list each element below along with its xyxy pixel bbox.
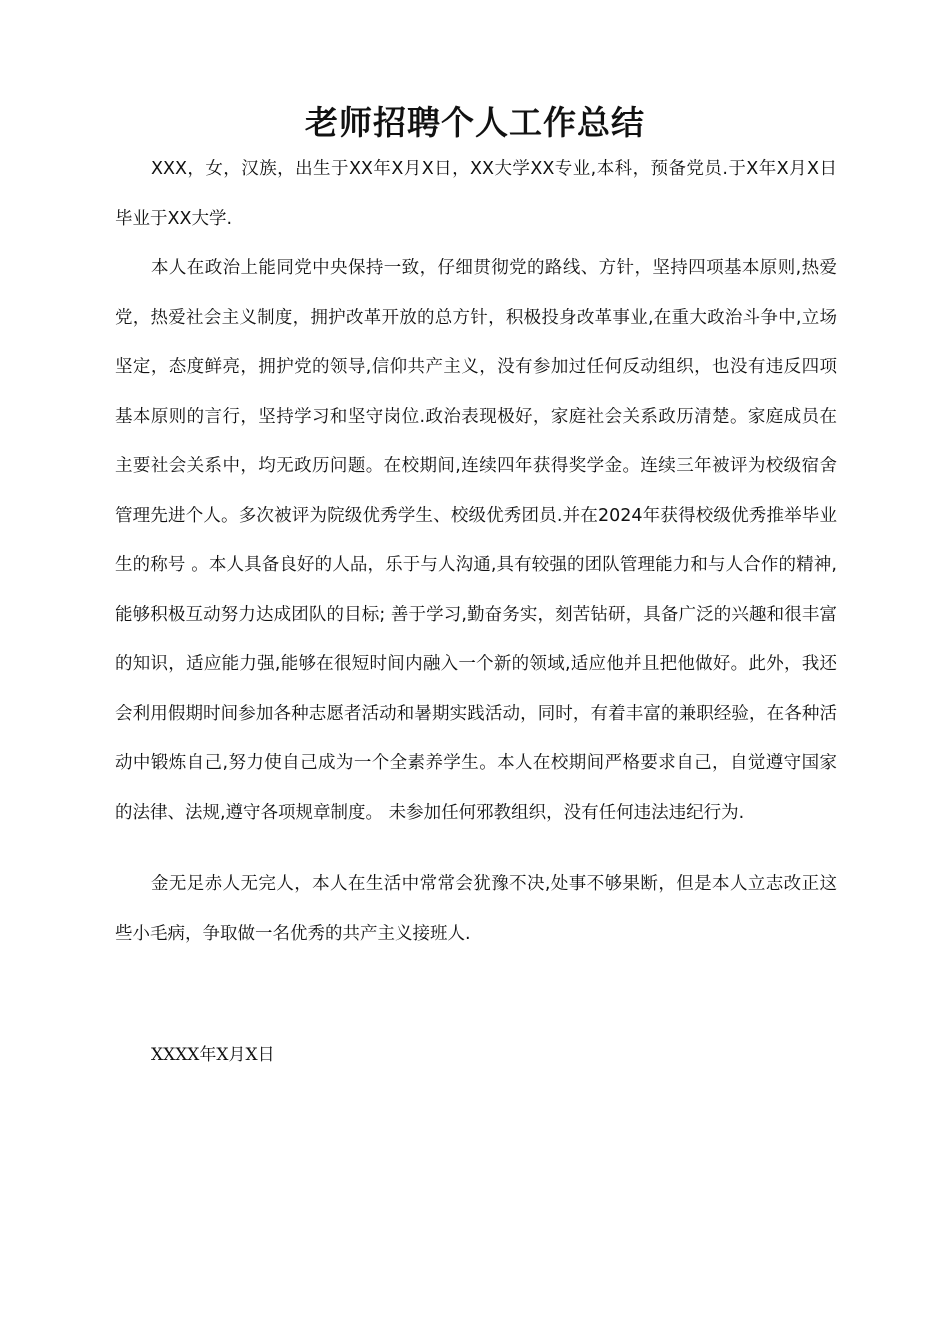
document-title: 老师招聘个人工作总结 bbox=[305, 103, 645, 142]
document-body bbox=[115, 145, 837, 959]
document-date: XXXX年X月X日 bbox=[151, 1045, 275, 1065]
paragraph-political-performance: 本人在政治上能同党中央保持一致，仔细贯彻党的路线、方针，坚持四项基本原则,热爱党，热爱社会主义制度，拥护改革开放的总方针，积极投身改革事业,在重大政治斗争中,立场坚定，态度鲜亮，拥护党的领导,信仰共产主义，没有参加过任何反动组织，也没有违反四项基本原则的言行，坚持学习和坚守岗位.政治表现极好，家庭社会关系政历清楚。家庭成员在主要社会关系中，均无政历问题。在校期间,连续四年获得奖学金。连续三年被评为校级宿舍管理先进个人。多次被评为院级优秀学生、校级优秀团员.并在2024年获得校级优秀推举毕业生的称号 。本人具备良好的人品，乐于与人沟通,具有较强的团队管理能力和与人合作的精神,能够积极互动努力达成团队的目标; 善于学习,勤奋务实，刻苦钻研，具备广泛的兴趣和很丰富的知识，适应能力强,能够在很短时间内融入一个新的领域,适应他并且把他做好。此外，我还会利用假期时间参加各种志愿者活动和暑期实践活动，同时，有着丰富的兼职经验，在各种活动中锻炼自己,努力使自己成为一个全素养学生。本人在校期间严格要求自己，自觉遵守国家的法律、法规,遵守各项规章制度。 未参加任何邪教组织，没有任何违法违纪行为. bbox=[115, 258, 837, 823]
paragraph-self-assessment: 金无足赤人无完人，本人在生活中常常会犹豫不决,处事不够果断，但是本人立志改正这些小毛病，争取做一名优秀的共产主义接班人. bbox=[115, 874, 837, 944]
paragraph-personal-info: XXX，女，汉族，出生于XX年X月X日，XX大学XX专业,本科，预备党员.于X年X月X日毕业于XX大学. bbox=[115, 159, 837, 229]
